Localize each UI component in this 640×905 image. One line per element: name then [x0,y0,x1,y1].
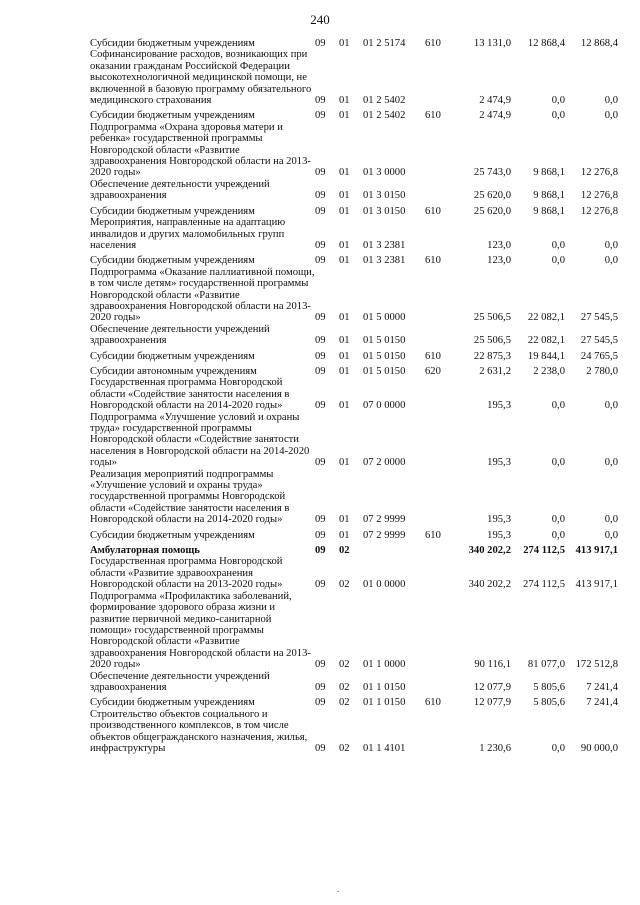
row-value-2: 81 077,0 [527,659,565,671]
row-value-2: 0,0 [551,255,565,267]
row-target-code: 01 2 5402 [363,95,406,107]
row-name: Обеспечение деятельности учреждений здравоохранения [90,670,270,693]
table-row [90,179,618,202]
row-value-2: 9 868,1 [533,190,565,202]
row-name: Софинансирование расходов, возникающих при оказании гражданам Российской Федерации высокотехнологичной медицинской помощи, не включенной в базовую программу обязательного медицинского страхования [90,49,312,107]
row-name: Подпрограмма «Улучшение условий и охраны труда» государственной программы Новгородской области «Содействие занятости населения в Новгородской области на 2014-2020 годы» [90,411,310,469]
row-value-2: 5 805,6 [533,681,565,693]
row-name: Субсидии бюджетным учреждениям [90,529,255,541]
row-section-code: 09 [315,545,326,557]
row-target-code: 01 3 0150 [363,190,406,202]
row-value-3: 24 765,5 [580,350,618,362]
row-name: Субсидии бюджетным учреждениям [90,697,255,709]
table-row [90,324,618,347]
row-subsection-code: 02 [339,697,350,709]
row-section-code: 09 [315,255,326,267]
row-value-3: 0,0 [604,110,618,122]
table-row [90,206,618,217]
row-value-2: 22 082,1 [527,312,565,324]
row-value-1: 25 506,5 [473,312,511,324]
table-row [90,377,618,411]
row-value-2: 9 868,1 [533,205,565,217]
row-target-code: 01 2 5402 [363,110,406,122]
row-value-1: 13 131,0 [473,38,511,49]
table-row [90,671,618,694]
row-value-2: 0,0 [551,110,565,122]
row-value-3: 2 780,0 [586,365,618,377]
row-section-code: 09 [315,239,326,251]
row-subsection-code: 01 [339,400,350,412]
row-name: Обеспечение деятельности учреждений здравоохранения [90,323,270,347]
row-section-code: 09 [315,365,326,377]
row-name: Государственная программа Новгородской области «Развитие здравоохранения Новгородской области на 2013-2020 годы» [90,556,283,591]
row-subsection-code: 01 [339,95,350,107]
row-expense-type-code: 620 [425,365,441,377]
row-section-code: 09 [315,697,326,709]
row-value-3: 0,0 [604,255,618,267]
table-row [90,709,618,755]
row-subsection-code: 01 [339,167,350,179]
row-value-1: 340 202,2 [468,545,511,557]
row-name: Субсидии бюджетным учреждениям [90,110,255,122]
row-target-code: 01 5 0150 [363,365,406,377]
row-section-code: 09 [315,659,326,671]
row-value-3: 413 917,1 [575,545,618,557]
table-row [90,351,618,362]
row-name: Субсидии бюджетным учреждениям [90,38,255,49]
row-name: Государственная программа Новгородской области «Содействие занятости населения в Новгородской области на 2014-2020 годы» [90,377,290,412]
row-value-2: 0,0 [551,400,565,412]
row-subsection-code: 01 [339,312,350,324]
row-value-3: 0,0 [604,400,618,412]
row-subsection-code: 02 [339,545,350,557]
row-value-1: 2 631,2 [479,365,511,377]
row-name: Строительство объектов социального и производственного комплексов, в том числе объектов общегражданского назначения, жилья, инфраструктуры [90,708,308,754]
row-subsection-code: 01 [339,38,350,49]
row-value-1: 195,3 [487,529,511,541]
row-name: Мероприятия, направленные на адаптацию инвалидов и других маломобильных групп населения [90,217,286,251]
row-value-1: 195,3 [487,400,511,412]
row-section-code: 09 [315,350,326,362]
row-name: Подпрограмма «Охрана здоровья матери и ребенка» государственной программы Новгородской области «Развитие здравоохранения Новгородской области на 2013-2020 годы» [90,121,311,179]
row-expense-type-code: 610 [425,350,441,362]
row-target-code: 01 1 4101 [363,742,406,754]
row-value-1: 2 474,9 [479,95,511,107]
row-value-1: 25 620,0 [473,190,511,202]
row-target-code: 01 0 0000 [363,579,406,591]
row-section-code: 09 [315,681,326,693]
row-expense-type-code: 610 [425,38,441,49]
row-value-2: 0,0 [551,457,565,469]
row-subsection-code: 01 [339,255,350,267]
row-value-3: 12 276,8 [580,205,618,217]
row-target-code: 01 2 5174 [363,38,406,49]
row-subsection-code: 01 [339,514,350,526]
row-value-2: 2 238,0 [533,365,565,377]
row-expense-type-code: 610 [425,529,441,541]
row-value-1: 12 077,9 [473,697,511,709]
row-name: Подпрограмма «Профилактика заболеваний, формирование здорового образа жизни и развитие первичной медико-санитарной помощи» государственной программы Новгородской области «Развитие здравоохранения Новгородской области на 2013-2020 годы» [90,590,311,671]
row-section-code: 09 [315,335,326,347]
row-target-code: 01 3 2381 [363,239,406,251]
row-subsection-code: 01 [339,190,350,202]
page-number: 240 [310,12,330,27]
table-row [90,556,618,590]
row-value-1: 2 474,9 [479,110,511,122]
row-subsection-code: 02 [339,579,350,591]
row-target-code: 01 5 0150 [363,335,406,347]
row-target-code: 01 1 0150 [363,697,406,709]
table-row [90,122,618,179]
row-section-code: 09 [315,38,326,49]
row-section-code: 09 [315,400,326,412]
row-name: Обеспечение деятельности учреждений здравоохранения [90,178,270,202]
row-target-code: 01 5 0000 [363,312,406,324]
row-subsection-code: 02 [339,742,350,754]
row-value-1: 12 077,9 [473,681,511,693]
table-row [90,255,618,266]
row-value-3: 0,0 [604,529,618,541]
row-section-code: 09 [315,457,326,469]
row-section-code: 09 [315,742,326,754]
table-row [90,110,618,121]
row-name: Субсидии бюджетным учреждениям [90,350,255,362]
row-value-2: 0,0 [551,514,565,526]
row-target-code: 01 3 2381 [363,255,406,267]
row-name: Подпрограмма «Оказание паллиативной помощи, в том числе детям» государственной программы Новгородской области «Развитие здравоохранения Новгородской области на 2013-2020 годы» [90,266,315,324]
row-value-2: 274 112,5 [523,579,565,591]
row-value-3: 12 868,4 [580,38,618,49]
row-name: Реализация мероприятий подпрограммы «Улучшение условий и охраны труда» государственной программы Новгородской области «Содействие занятости населения в Новгородской области на 2014-2020 годы» [90,468,290,526]
scan-dot: . [337,884,340,894]
row-section-code: 09 [315,110,326,122]
row-target-code: 01 1 0150 [363,681,406,693]
table-row [90,366,618,377]
table-row [90,267,618,324]
row-name: Субсидии бюджетным учреждениям [90,205,255,217]
row-target-code: 01 1 0000 [363,659,406,671]
row-value-3: 12 276,8 [580,190,618,202]
row-value-3: 7 241,4 [586,697,618,709]
row-name: Амбулаторная помощь [90,545,200,557]
row-section-code: 09 [315,190,326,202]
row-section-code: 09 [315,579,326,591]
row-value-1: 25 620,0 [473,205,511,217]
row-subsection-code: 02 [339,659,350,671]
table-row [90,38,618,49]
row-value-3: 7 241,4 [586,681,618,693]
row-value-1: 123,0 [487,239,511,251]
row-value-2: 274 112,5 [523,545,565,557]
row-value-2: 22 082,1 [527,335,565,347]
table-row [90,469,618,526]
row-value-1: 340 202,2 [468,579,511,591]
table-row [90,49,618,106]
row-target-code: 07 2 9999 [363,529,406,541]
row-value-1: 1 230,6 [479,742,511,754]
row-expense-type-code: 610 [425,255,441,267]
row-target-code: 07 2 0000 [363,457,406,469]
row-name: Субсидии автономным учреждениям [90,365,257,377]
row-value-2: 0,0 [551,95,565,107]
row-target-code: 07 2 9999 [363,514,406,526]
row-value-2: 0,0 [551,239,565,251]
row-value-2: 0,0 [551,742,565,754]
row-value-2: 5 805,6 [533,697,565,709]
table-row [90,591,618,671]
row-value-1: 123,0 [487,255,511,267]
table-row [90,412,618,469]
row-value-3: 0,0 [604,95,618,107]
row-value-1: 195,3 [487,457,511,469]
row-value-1: 25 506,5 [473,335,511,347]
row-section-code: 09 [315,167,326,179]
row-value-3: 0,0 [604,514,618,526]
table-row [90,217,618,251]
row-name: Субсидии бюджетным учреждениям [90,255,255,267]
row-value-1: 25 743,0 [473,167,511,179]
row-subsection-code: 02 [339,681,350,693]
row-subsection-code: 01 [339,110,350,122]
row-section-code: 09 [315,95,326,107]
row-expense-type-code: 610 [425,697,441,709]
row-subsection-code: 01 [339,365,350,377]
row-expense-type-code: 610 [425,205,441,217]
row-target-code: 01 3 0150 [363,205,406,217]
row-section-code: 09 [315,312,326,324]
row-expense-type-code: 610 [425,110,441,122]
row-target-code: 01 5 0150 [363,350,406,362]
row-value-3: 0,0 [604,239,618,251]
row-value-3: 413 917,1 [575,579,618,591]
row-subsection-code: 01 [339,529,350,541]
row-section-code: 09 [315,514,326,526]
row-target-code: 01 3 0000 [363,167,406,179]
table-row [90,697,618,708]
row-value-3: 27 545,5 [580,312,618,324]
table-row [90,530,618,541]
row-value-2: 9 868,1 [533,167,565,179]
row-subsection-code: 01 [339,205,350,217]
row-value-3: 90 000,0 [580,742,618,754]
row-value-3: 12 276,8 [580,167,618,179]
row-section-code: 09 [315,205,326,217]
table-row [90,545,618,556]
row-value-3: 27 545,5 [580,335,618,347]
row-value-2: 19 844,1 [527,350,565,362]
row-value-2: 0,0 [551,529,565,541]
row-subsection-code: 01 [339,239,350,251]
row-value-3: 0,0 [604,457,618,469]
row-subsection-code: 01 [339,350,350,362]
row-value-3: 172 512,8 [575,659,618,671]
row-target-code: 07 0 0000 [363,400,406,412]
row-value-2: 12 868,4 [527,38,565,49]
row-subsection-code: 01 [339,457,350,469]
budget-table [90,38,618,754]
row-subsection-code: 01 [339,335,350,347]
row-value-1: 90 116,1 [474,659,511,671]
row-section-code: 09 [315,529,326,541]
row-value-1: 22 875,3 [473,350,511,362]
row-value-1: 195,3 [487,514,511,526]
